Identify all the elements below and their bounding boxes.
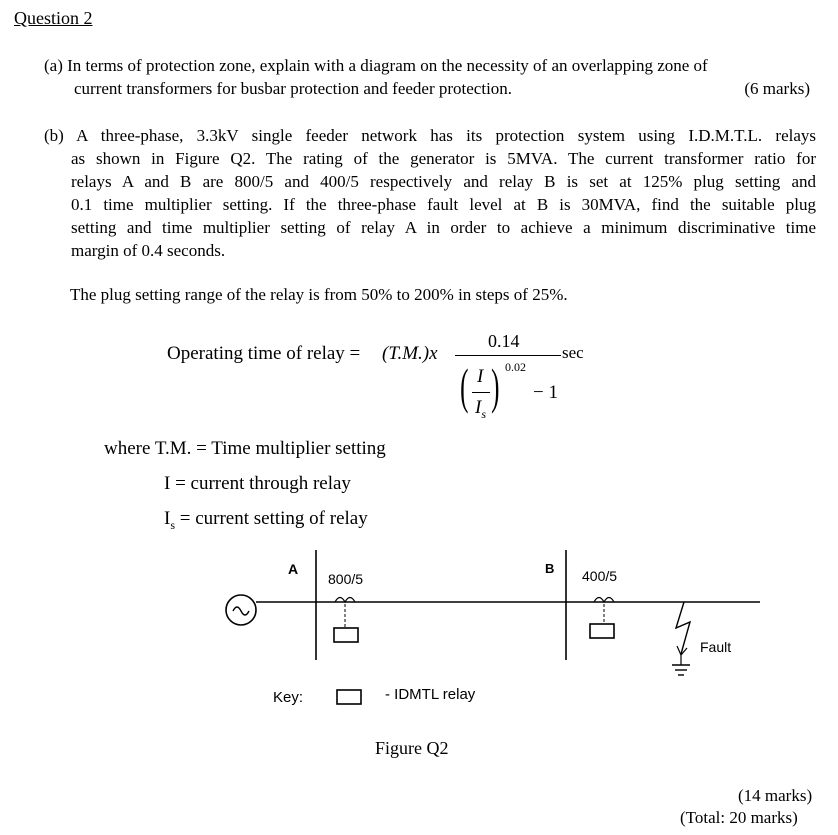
definition-text: = current setting of relay bbox=[175, 508, 368, 529]
formula-right-paren: ) bbox=[491, 358, 500, 414]
part-b-marks: (14 marks) bbox=[738, 786, 813, 805]
formula-unit: sec bbox=[562, 343, 584, 362]
part-a-line-text: current transformers for busbar protection and feeder protection. bbox=[74, 79, 513, 98]
fault-lightning-icon bbox=[676, 602, 690, 654]
where-label: where T.M. = Time multiplier setting bbox=[104, 438, 386, 459]
figure-caption: Figure Q2 bbox=[375, 738, 449, 758]
relay-b-box bbox=[590, 624, 614, 638]
relay-a-box bbox=[334, 628, 358, 642]
ct-b-ratio: 400/5 bbox=[582, 568, 618, 584]
ct-a-ratio: 800/5 bbox=[328, 571, 364, 587]
formula-minus-one: − 1 bbox=[533, 382, 558, 403]
part-a-line: (a) In terms of protection zone, explain with a diagram on the necessity of an overlapping zone of bbox=[44, 56, 708, 75]
question-title: Question 2 bbox=[14, 8, 93, 28]
key-relay-box bbox=[337, 690, 361, 704]
formula-lhs: Operating time of relay = bbox=[167, 343, 361, 364]
part-b-line: (b) A three-phase, 3.3kV single feeder network has its protection system using I.D.M.T.L. relays bbox=[44, 126, 816, 145]
fault-label: Fault bbox=[700, 639, 732, 655]
total-marks: (Total: 20 marks) bbox=[680, 808, 798, 827]
formula-numerator: 0.14 bbox=[488, 331, 520, 351]
part-b-line: margin of 0.4 seconds. bbox=[71, 241, 226, 260]
ac-source-symbol bbox=[233, 607, 249, 615]
definition-subscript: s bbox=[170, 517, 175, 532]
key-label: Key: bbox=[273, 689, 304, 706]
part-b-line: as shown in Figure Q2. The rating of the generator is 5MVA. The current transformer ratio for bbox=[71, 149, 816, 168]
formula-frac-num: I bbox=[477, 366, 484, 387]
formula-left-paren: ( bbox=[460, 358, 469, 414]
formula-tm: (T.M.)x bbox=[382, 343, 438, 364]
part-b-line: setting and time multiplier setting of relay A in order to achieve a minimum discriminative time bbox=[71, 218, 816, 237]
part-b-line: relays A and B are 800/5 and 400/5 respectively and relay B is set at 125% plug setting and bbox=[71, 172, 816, 191]
formula-frac-den-sub: s bbox=[481, 406, 486, 421]
definition-text: = current through relay bbox=[170, 473, 351, 494]
part-b-line: 0.1 time multiplier setting. If the three-phase fault level at B is 30MVA, find the suitable plug bbox=[71, 195, 816, 214]
formula-frac-den-sym: I bbox=[475, 397, 482, 418]
key-description: - IDMTL relay bbox=[385, 686, 476, 703]
plug-setting-range: The plug setting range of the relay is from 50% to 200% in steps of 25%. bbox=[70, 285, 568, 304]
relay-a-label: A bbox=[288, 561, 299, 577]
formula-exponent: 0.02 bbox=[505, 360, 526, 374]
definition-symbol: I bbox=[164, 508, 171, 529]
part-a-marks: (6 marks) bbox=[744, 79, 810, 98]
relay-b-label: B bbox=[545, 561, 555, 576]
definition-symbol: I bbox=[164, 473, 171, 494]
